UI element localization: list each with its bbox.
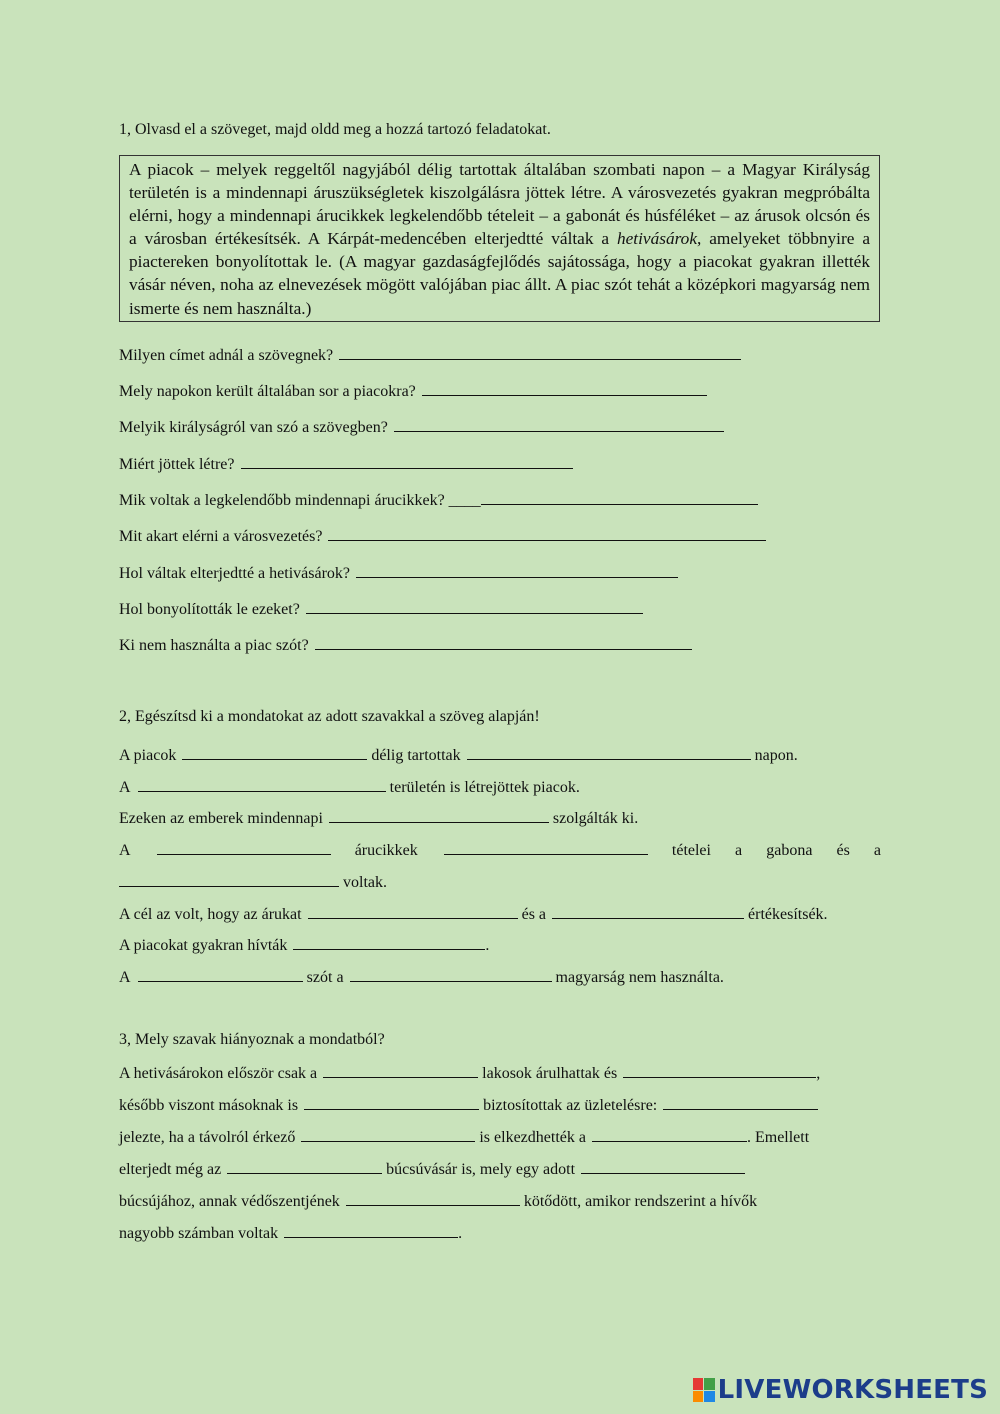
question-1: Milyen címet adnál a szövegnek? xyxy=(119,345,741,365)
fill-blank[interactable] xyxy=(323,1063,478,1078)
answer-blank-4[interactable] xyxy=(241,454,573,469)
question-4: Miért jöttek létre? xyxy=(119,454,573,474)
task1-heading: 1, Olvasd el a szöveget, majd oldd meg a hozzá tartozó feladatokat. xyxy=(119,121,551,138)
fill-blank[interactable] xyxy=(329,808,549,823)
answer-blank-6[interactable] xyxy=(328,526,766,541)
fill-blank[interactable] xyxy=(552,904,744,919)
task2-sentence-1: A piacok délig tartottak napon. xyxy=(119,747,798,764)
fill-blank[interactable] xyxy=(444,840,648,855)
answer-blank-3[interactable] xyxy=(394,417,724,432)
fill-blank[interactable] xyxy=(623,1063,816,1078)
fill-blank[interactable] xyxy=(293,935,485,950)
passage-text: A piacok – melyek reggeltől nagyjából délig tartottak általában szombati napon – a Magyar Királyság területén is a mindennapi áruszükségletek kiszolgálásra jöttek létre. A városvezetés gyakran megpróbálta elérni, hogy a mindennapi árucikkek legkelendőbb tételeit – a gabonát és húsféléket – az árusok olcsón és a városban értékesítsék. A Kárpát-medencében elterjedtté váltak a xyxy=(129,160,870,249)
fill-blank[interactable] xyxy=(227,1159,382,1174)
logo-squares-icon xyxy=(693,1378,715,1402)
question-6: Mit akart elérni a városvezetés? xyxy=(119,526,766,546)
task3-line-6: nagyobb számban voltak . xyxy=(119,1225,463,1242)
logo-text: LIVEWORKSHEETS xyxy=(717,1375,988,1405)
task3-line-2: később viszont másoknak is biztosítottak az üzletelésre: xyxy=(119,1095,818,1115)
task3-heading: 3, Mely szavak hiányoznak a mondatból? xyxy=(119,1031,385,1048)
answer-blank-2[interactable] xyxy=(422,381,707,396)
fill-blank[interactable] xyxy=(138,777,386,792)
task3-line-4: elterjedt még az búcsúvásár is, mely egy adott xyxy=(119,1159,745,1179)
task2-heading: 2, Egészítsd ki a mondatokat az adott szavakkal a szöveg alapján! xyxy=(119,708,540,725)
fill-blank[interactable] xyxy=(304,1095,479,1110)
fill-blank[interactable] xyxy=(592,1127,747,1142)
fill-blank[interactable] xyxy=(157,840,331,855)
answer-blank-8[interactable] xyxy=(306,599,643,614)
fill-blank[interactable] xyxy=(119,872,339,887)
task2-sentence-4-cont: voltak. xyxy=(119,872,387,892)
question-8: Hol bonyolították le ezeket? xyxy=(119,599,643,619)
answer-blank-5[interactable] xyxy=(481,490,758,505)
answer-blank-1[interactable] xyxy=(339,345,741,360)
liveworksheets-logo xyxy=(693,1376,988,1404)
task2-sentence-6: A piacokat gyakran hívták . xyxy=(119,937,490,954)
passage-italic-term: hetivásárok xyxy=(617,229,697,249)
task2-sentence-4: A árucikkek tételei a gabona és a xyxy=(119,842,881,859)
task3-line-1: A hetivásárokon először csak a lakosok árulhattak és , xyxy=(119,1065,821,1082)
task2-sentence-5: A cél az volt, hogy az árukat és a értékesítsék. xyxy=(119,906,828,923)
fill-blank[interactable] xyxy=(467,745,751,760)
task2-sentence-7: A szót a magyarság nem használta. xyxy=(119,969,724,986)
fill-blank[interactable] xyxy=(301,1127,475,1142)
fill-blank[interactable] xyxy=(182,745,367,760)
task3-line-5: búcsújához, annak védőszentjének kötődött, amikor rendszerint a hívők xyxy=(119,1193,758,1210)
question-3: Melyik királyságról van szó a szövegben? xyxy=(119,417,724,437)
fill-blank[interactable] xyxy=(350,967,552,982)
reading-passage-box xyxy=(119,155,880,322)
question-5: Mik voltak a legkelendőbb mindennapi árucikkek? ____ xyxy=(119,490,758,510)
fill-blank[interactable] xyxy=(284,1223,458,1238)
question-9: Ki nem használta a piac szót? xyxy=(119,635,692,655)
fill-blank[interactable] xyxy=(581,1159,745,1174)
fill-blank[interactable] xyxy=(308,904,518,919)
fill-blank[interactable] xyxy=(138,967,303,982)
fill-blank[interactable] xyxy=(663,1095,818,1110)
question-7: Hol váltak elterjedtté a hetivásárok? xyxy=(119,563,678,583)
task2-sentence-2: A területén is létrejöttek piacok. xyxy=(119,779,580,796)
question-2: Mely napokon került általában sor a piacokra? xyxy=(119,381,707,401)
answer-blank-9[interactable] xyxy=(315,635,692,650)
passage-text-continued: , amelyeket többnyire a piactereken bonyolítottak le. (A magyar gazdaságfejlődés sajátossága, hogy a piacokat gyakran illették vásár néven, noha az elnevezések mögött valójában piac állt. A piac szót tehát a középkori magyarság nem ismerte és nem használta.) xyxy=(129,229,870,318)
task3-line-3: jelezte, ha a távolról érkező is elkezdhették a . Emellett xyxy=(119,1129,810,1146)
answer-blank-7[interactable] xyxy=(356,563,678,578)
fill-blank[interactable] xyxy=(346,1191,520,1206)
task2-sentence-3: Ezeken az emberek mindennapi szolgálták ki. xyxy=(119,810,639,827)
